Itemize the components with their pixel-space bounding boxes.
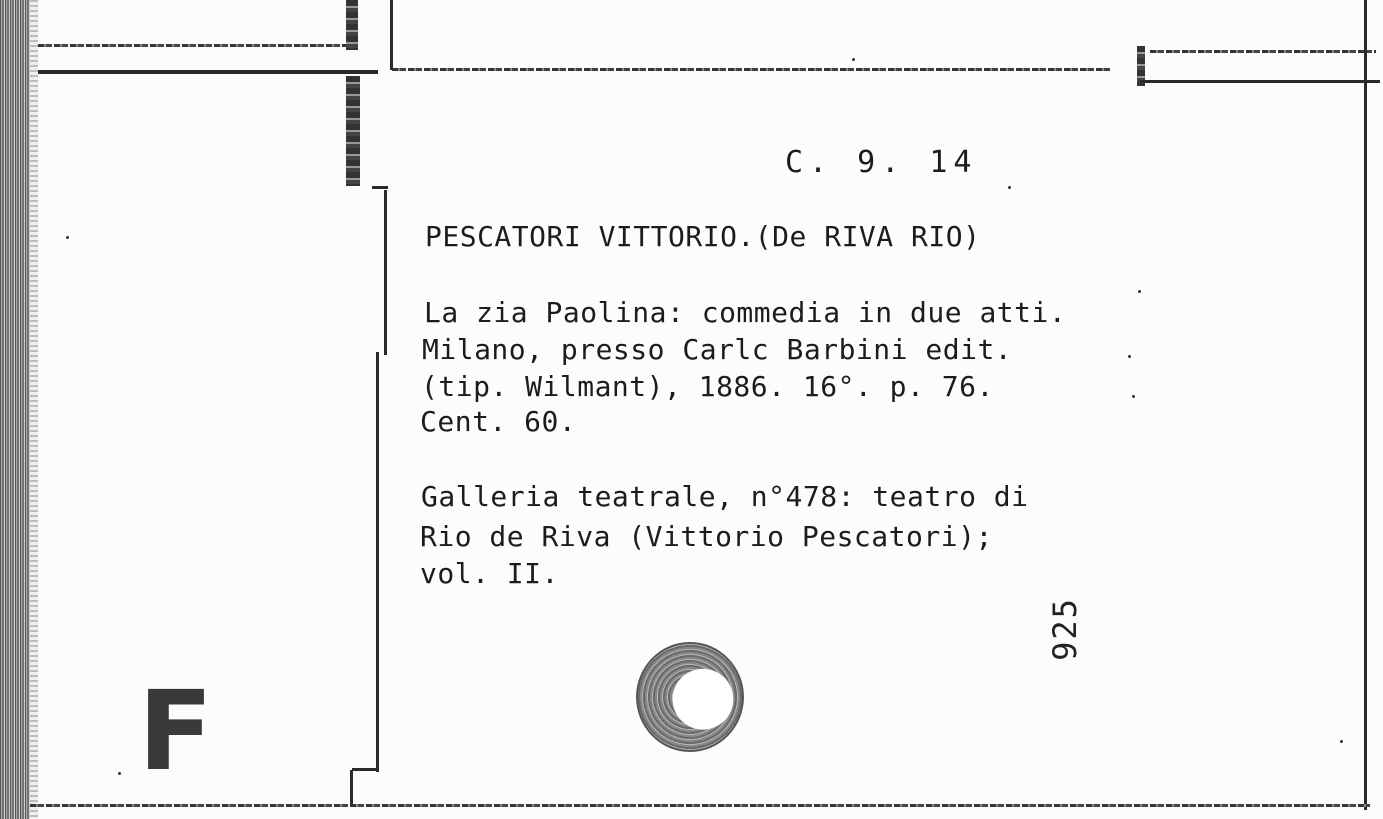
speck: [1008, 186, 1011, 189]
speck: [1138, 290, 1141, 293]
right-card-line: [1140, 80, 1380, 83]
shelfmark: C. 9. 14: [785, 145, 978, 180]
card-left-border: [376, 352, 379, 772]
description-line: Cent. 60.: [420, 405, 577, 438]
description-line: (tip. Wilmant), 1886. 16°. p. 76.: [421, 370, 994, 403]
scan-edge-shadow: [30, 0, 38, 819]
top-card-bottom-border: [392, 68, 1112, 71]
right-card-top: [1150, 50, 1376, 53]
scan-edge-left: [0, 0, 30, 819]
series-line: Galleria teatrale, n°478: teatro di: [421, 480, 1029, 513]
speck: [1340, 740, 1343, 743]
speck: [118, 772, 121, 775]
section-letter: F: [138, 667, 214, 795]
top-card-left-edge: [390, 0, 393, 70]
series-line: vol. II.: [420, 557, 559, 590]
speck: [66, 236, 69, 239]
card-tab-edge: [384, 190, 387, 355]
card-tab-top: [372, 186, 388, 189]
left-card-top-border: [38, 44, 358, 47]
speck: [1132, 395, 1135, 398]
bottom-scan-border: [30, 804, 1370, 807]
description-line: La zia Paolina: commedia in due atti.: [424, 296, 1067, 329]
card-bottom-tab: [352, 768, 378, 771]
side-catalog-number: 925: [1046, 597, 1084, 661]
punch-hole-icon: [636, 642, 744, 752]
right-scan-border: [1364, 0, 1367, 810]
speck: [1128, 355, 1131, 358]
left-card-divider: [38, 70, 378, 74]
speck: [852, 58, 855, 61]
card-bottom-tab-edge: [350, 770, 353, 806]
left-divider-top: [346, 0, 358, 50]
author-heading: PESCATORI VITTORIO.(De RIVA RIO): [425, 220, 981, 253]
description-line: Milano, presso Carlc Barbini edit.: [422, 333, 1013, 366]
series-line: Rio de Riva (Vittorio Pescatori);: [420, 520, 993, 553]
left-divider-mid: [346, 76, 360, 186]
